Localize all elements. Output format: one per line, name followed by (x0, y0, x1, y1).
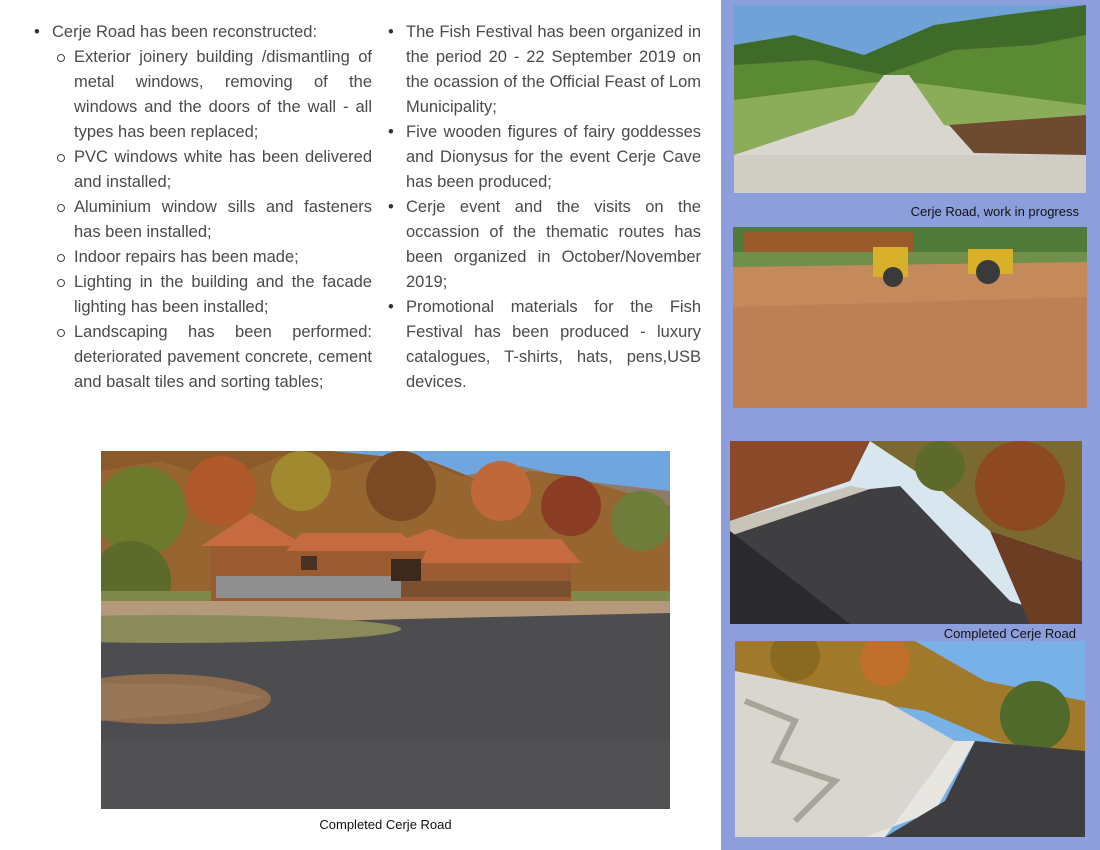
left-text-column (32, 20, 372, 395)
main-photo-caption: Completed Cerje Road (319, 817, 452, 832)
right-photo-mountain-road (735, 641, 1085, 837)
right-photo-asphalt-road (730, 441, 1082, 624)
list-item (32, 20, 372, 395)
main-bullet-text: Cerje Road has been reconstructed: (52, 23, 318, 41)
main-photo-building-road (101, 451, 670, 809)
middle-text-column (386, 20, 701, 395)
list-item: • The Fish Festival has been organized in the period 20 - 22 September 2019 on the ocassion of the Official Feast of Lom Municipality; (386, 20, 701, 120)
sub-list-item: Indoor repairs has been made; (54, 245, 372, 270)
list-item: • Five wooden figures of fairy goddesses and Dionysus for the event Cerje Cave has been produced; (386, 120, 701, 195)
right-photo-3-caption: Completed Cerje Road (943, 626, 1076, 641)
right-photo-construction-rollers (733, 227, 1087, 408)
list-item: • Promotional materials for the Fish Festival has been produced - luxury catalogues, T-shirts, hats, pens,USB devices. (386, 295, 701, 395)
sub-list-item: Lighting in the building and the facade lighting has been installed; (54, 270, 372, 320)
list-item: • Cerje event and the visits on the occassion of the thematic routes has been organized in October/November 2019; (386, 195, 701, 295)
sub-list-item: Landscaping has been performed: deteriorated pavement concrete, cement and basalt tiles and sorting tables; (54, 320, 372, 395)
right-photo-1-caption: Cerje Road, work in progress (910, 204, 1079, 219)
right-photo-gravel-road (734, 5, 1086, 193)
sub-list-item: PVC windows white has been delivered and installed; (54, 145, 372, 195)
sub-list-item: Aluminium window sills and fasteners has been installed; (54, 195, 372, 245)
sub-list-item: Exterior joinery building /dismantling of metal windows, removing of the windows and the doors of the wall - all types has been replaced; (54, 45, 372, 145)
